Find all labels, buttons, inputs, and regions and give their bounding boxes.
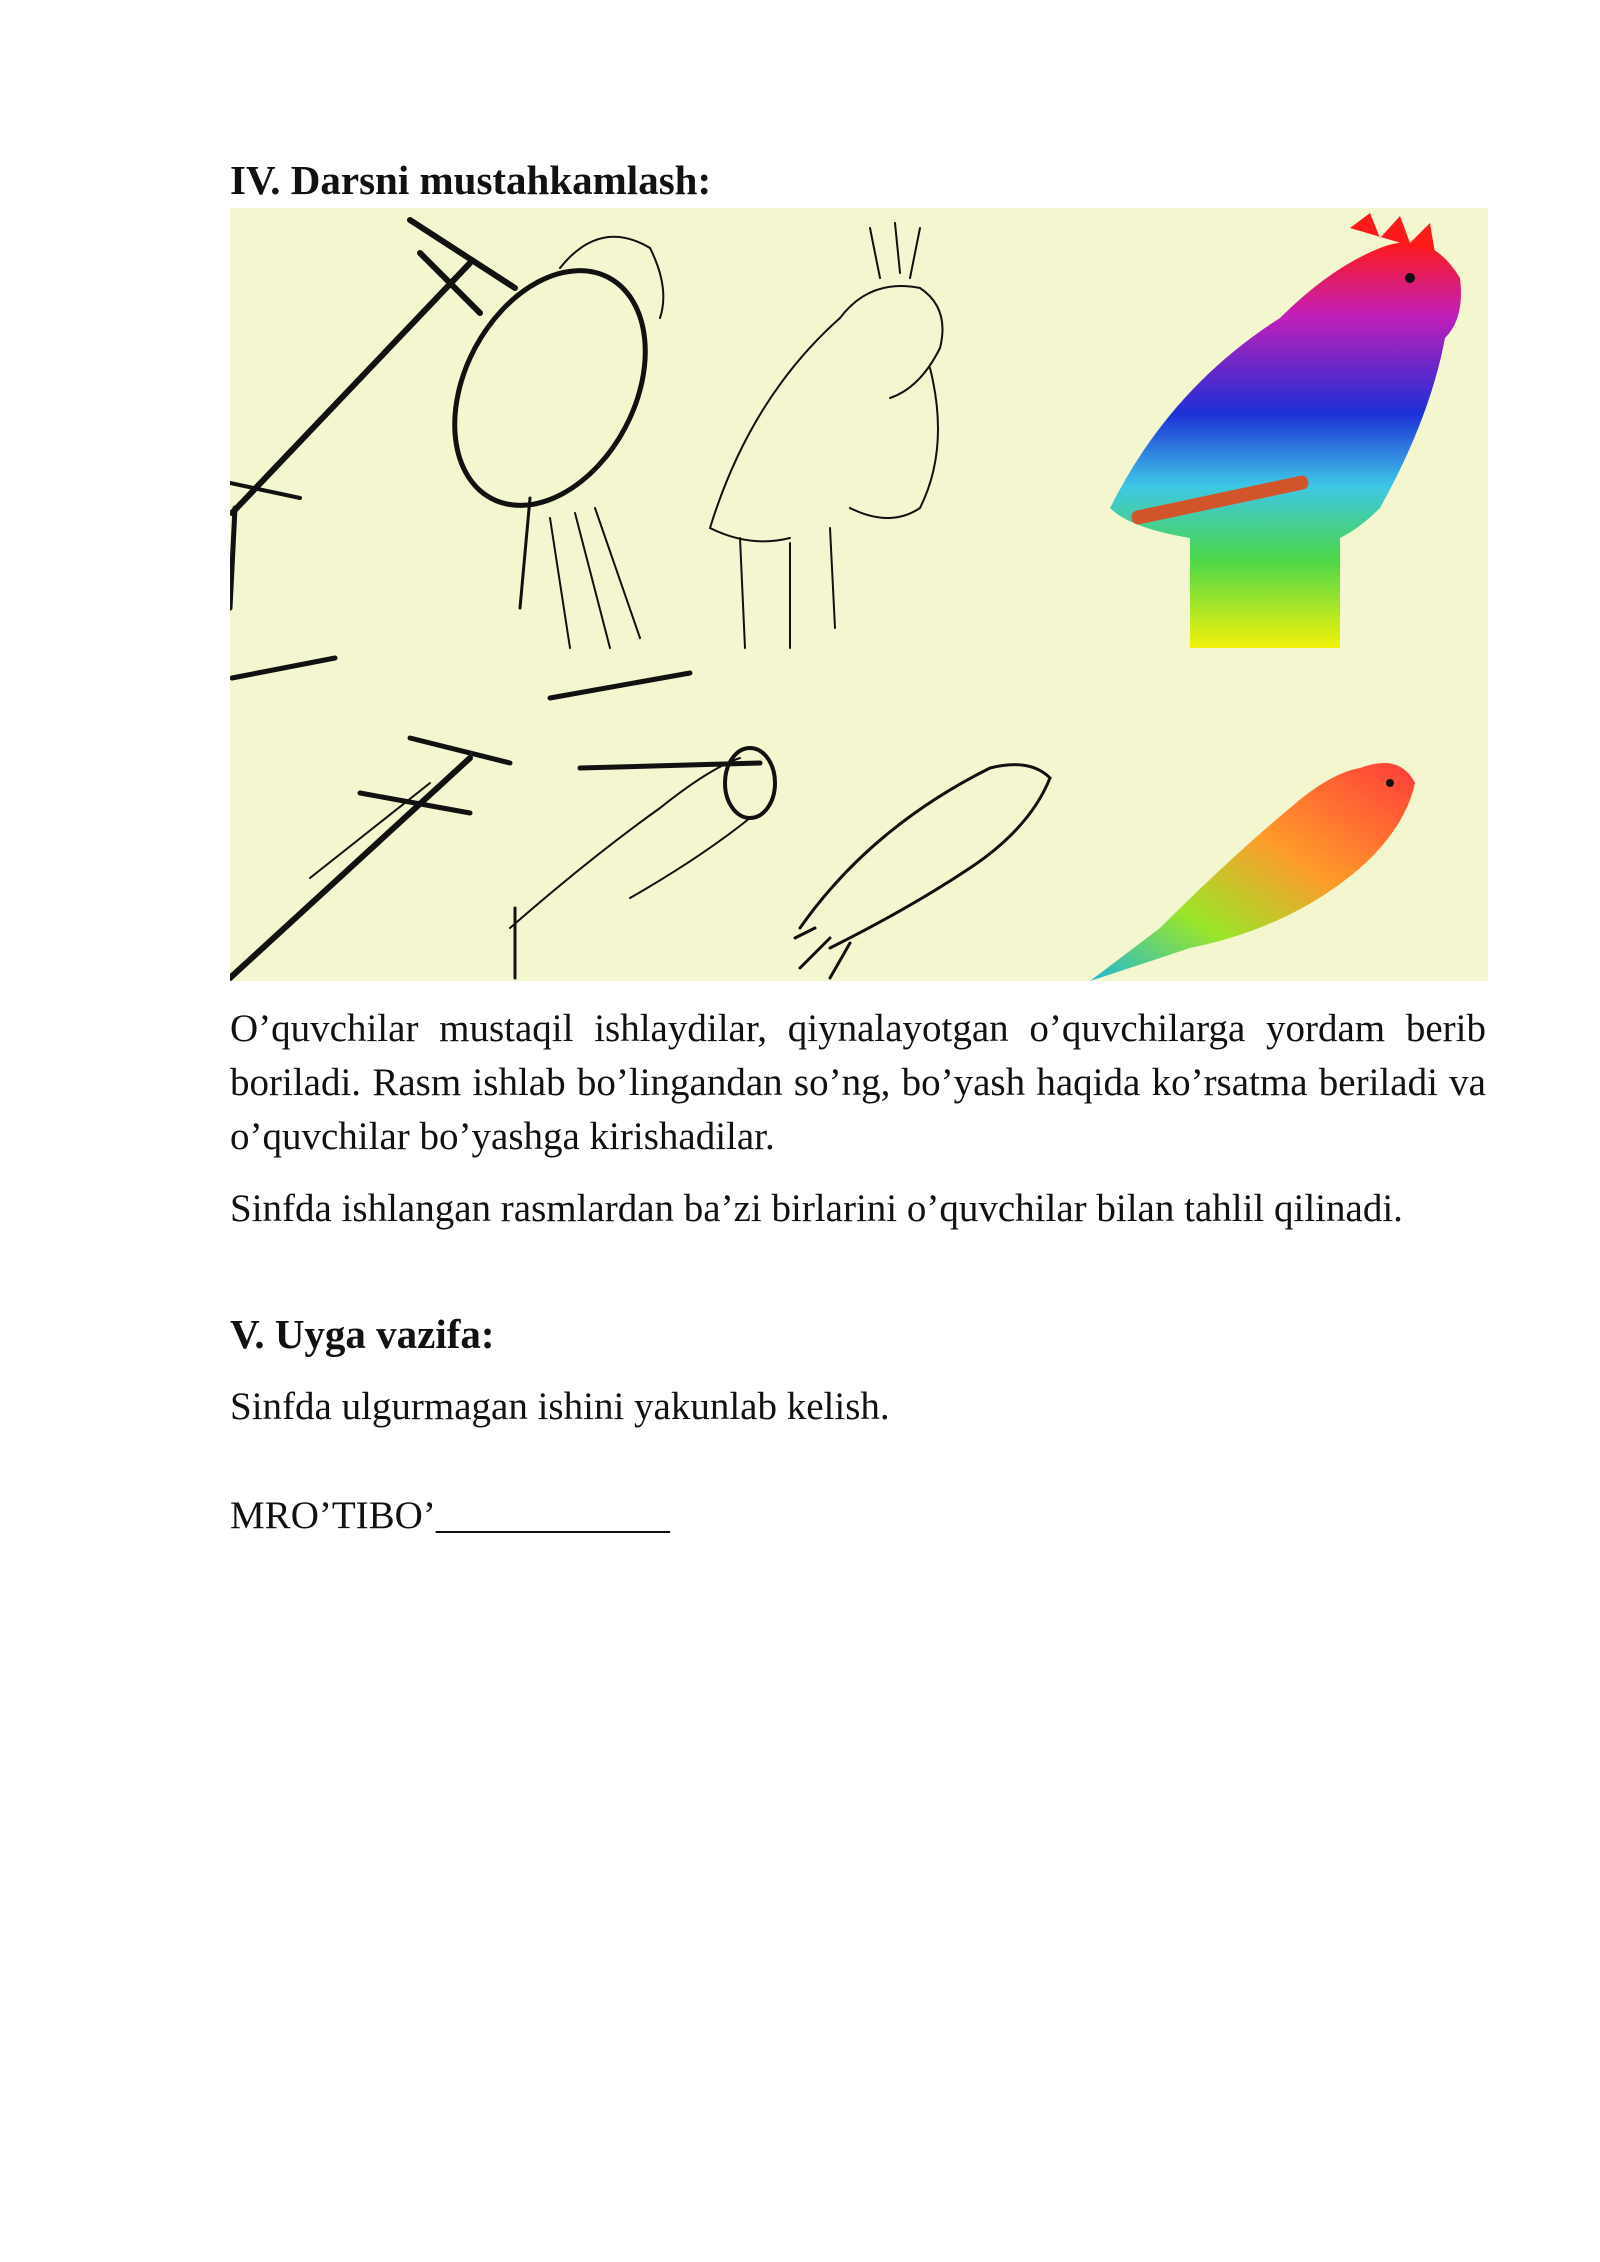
paragraph-independent-work: O’quvchilar mustaqil ishlaydilar, qiynalayotgan o’quvchilarga yordam berib boriladi. Rasm ishlab bo’lingandan so’ng, bo’yash haqida ko’rsatma beriladi va o’quvchilar bo’yashga kirishadilar. — [230, 1007, 1486, 1158]
parrot-drawing-illustration — [230, 208, 1488, 981]
signature-blank: ____________ — [435, 1494, 670, 1537]
signature-line — [230, 1489, 1486, 1543]
section-heading-v: V. Uyga vazifa: — [230, 1311, 495, 1357]
parrot-steps-svg — [230, 208, 1488, 981]
homework-text: Sinfda ulgurmagan ishini yakunlab kelish. — [230, 1385, 890, 1428]
section-heading-iv: IV. Darsni mustahkamlash: — [230, 157, 712, 203]
signature-label: MRO’TIBO’ — [230, 1494, 436, 1537]
paragraph-analysis: Sinfda ishlangan rasmlardan ba’zi birlarini o’quvchilar bilan tahlil qilinadi. — [230, 1187, 1403, 1230]
